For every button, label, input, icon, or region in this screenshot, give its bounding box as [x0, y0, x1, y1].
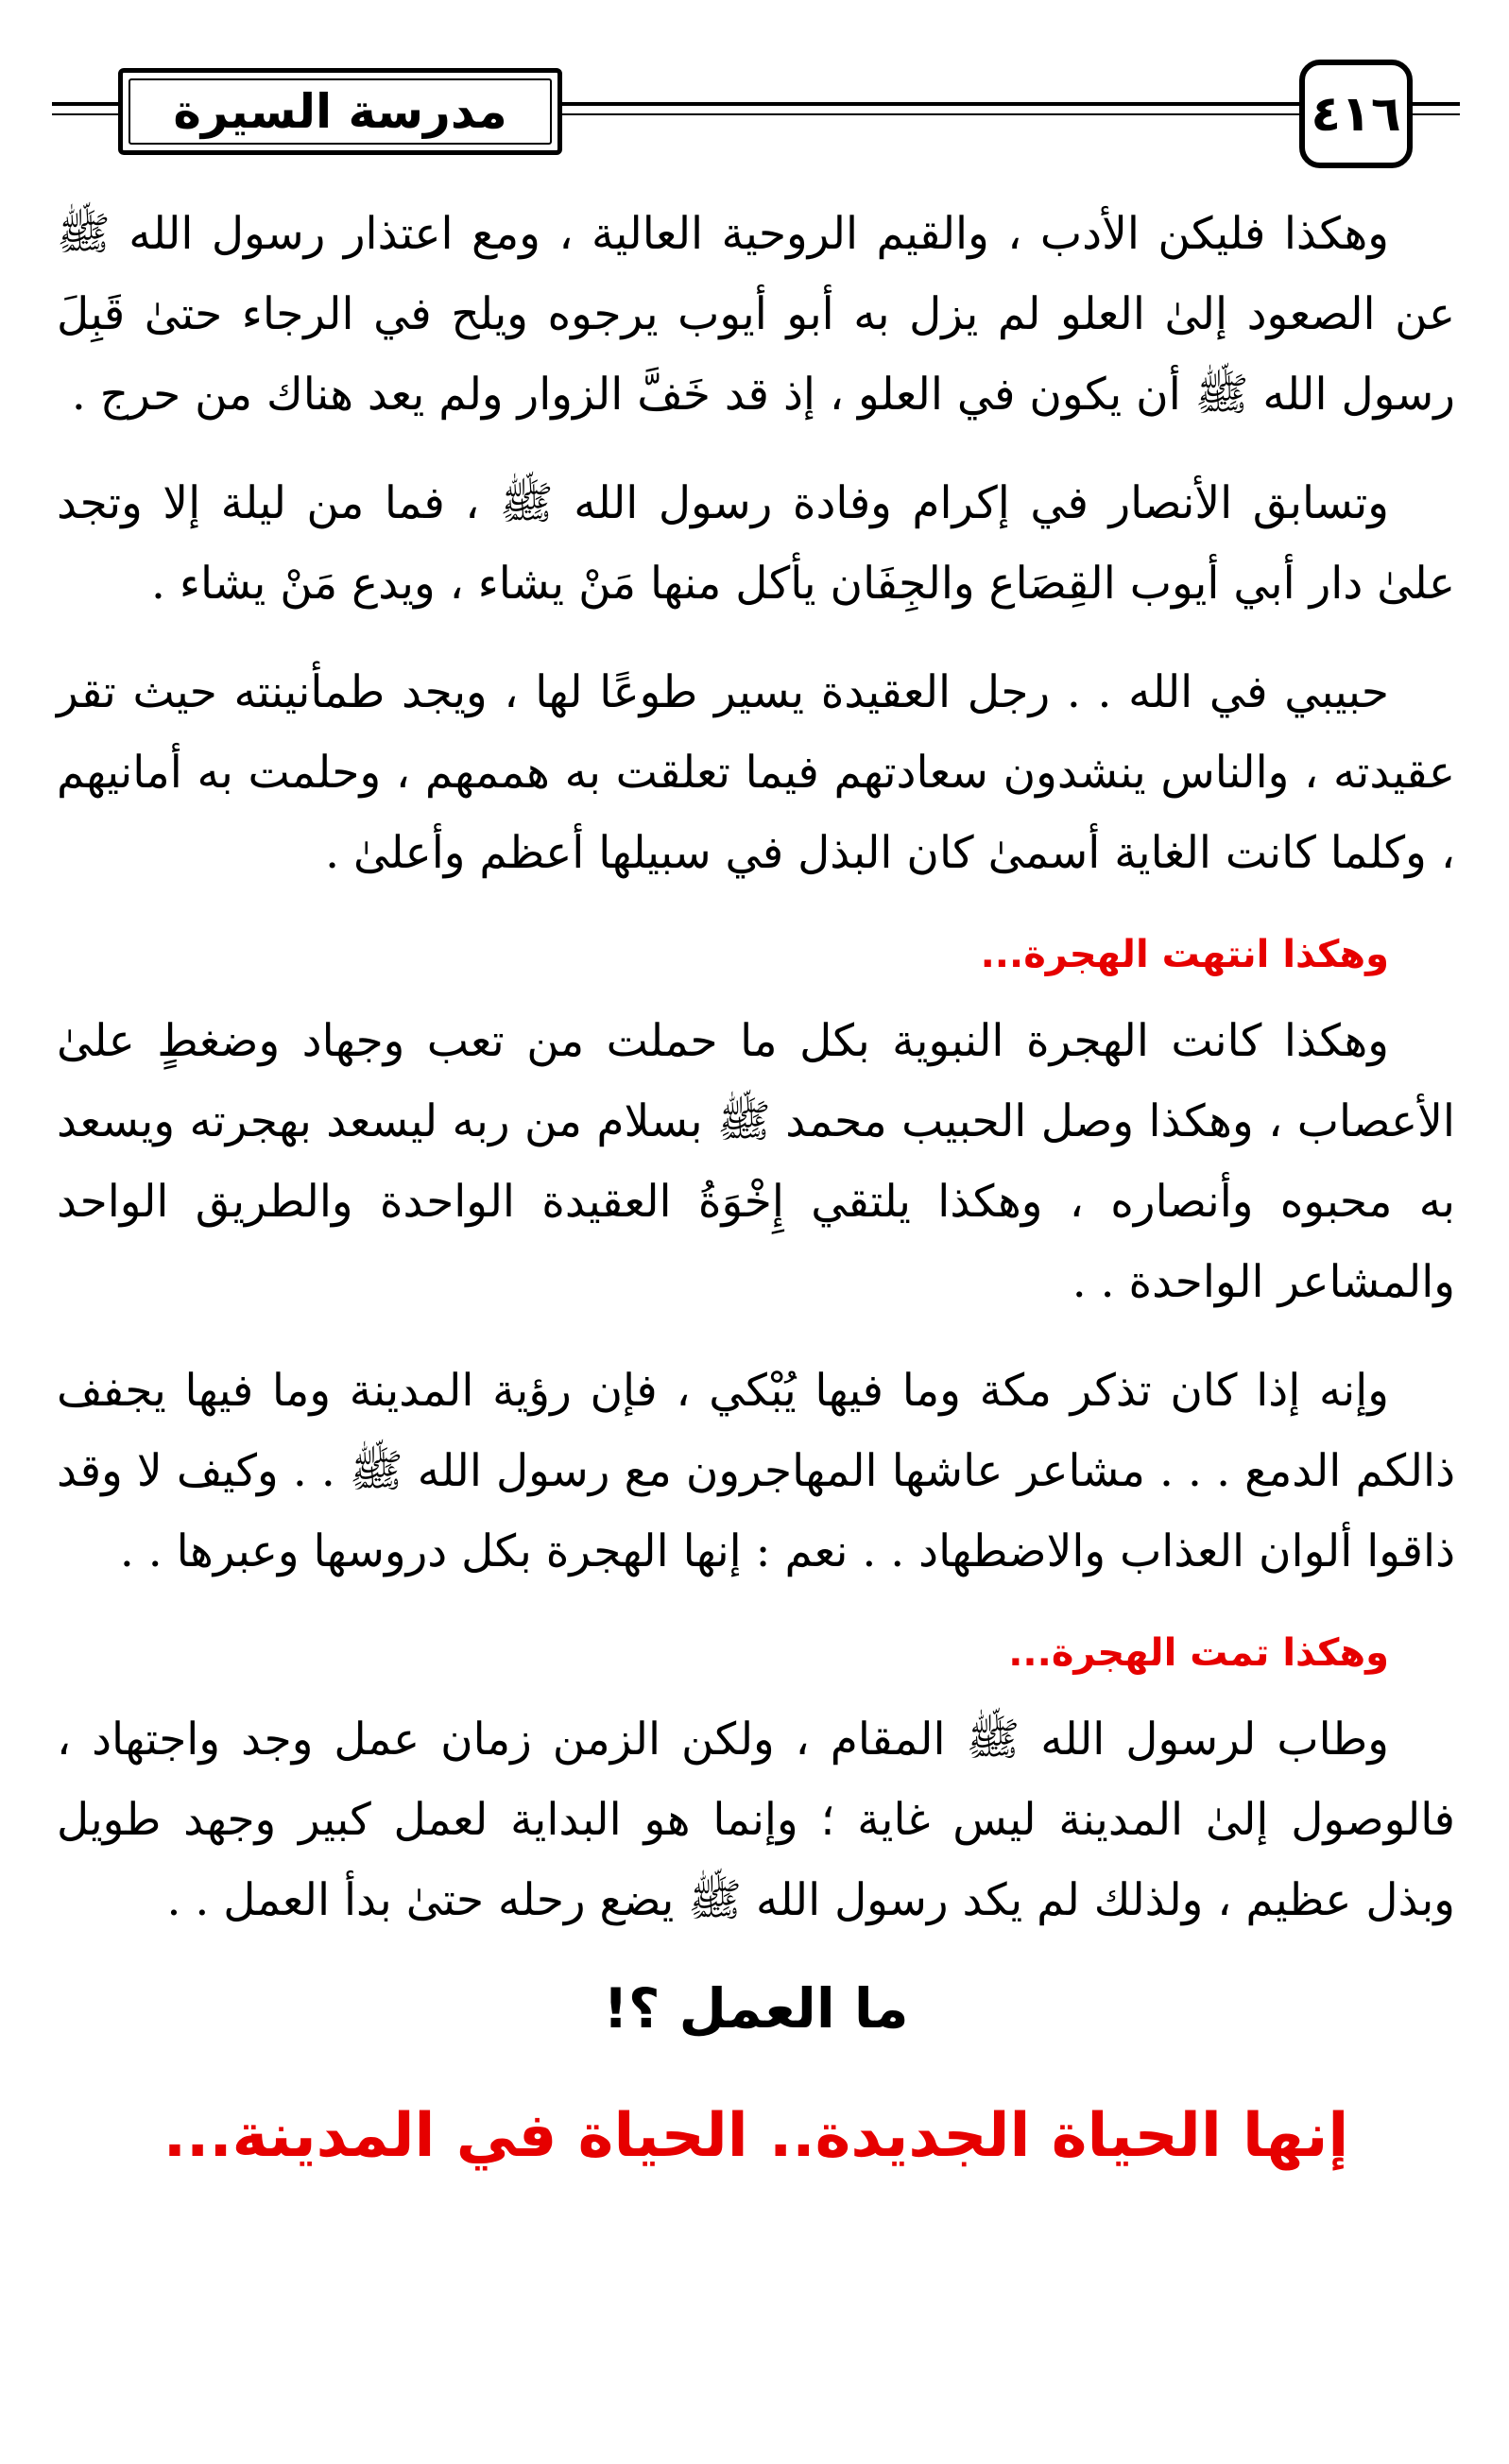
section-heading-2: وهكذا تمت الهجرة...	[1008, 1631, 1389, 1675]
closing-red-title: إنها الحياة الجديدة.. الحياة في المدينة...	[163, 2101, 1349, 2171]
paragraph-2: وتسابق الأنصار في إكرام وفادة رسول الله ﷺ ، فما من ليلة إلا وتجد علىٰ دار أبي أيوب القِصَاع والجِفَان يأكل منها مَنْ يشاء ، ويدع مَنْ يشاء .	[57, 477, 1455, 610]
page-body	[57, 194, 1455, 2188]
paragraph-1: وهكذا فليكن الأدب ، والقيم الروحية العالية ، ومع اعتذار رسول الله ﷺ عن الصعود إلىٰ العلو لم يزل به أبو أيوب يرجوه ويلح في الرجاء حتىٰ قَبِلَ رسول الله ﷺ أن يكون في العلو ، إذ قد خَفَّ الزوار ولم يعد هناك من حرج .	[57, 208, 1455, 421]
paragraph-5: وإنه إذا كان تذكر مكة وما فيها يُبْكي ، فإن رؤية المدينة وما فيها يجفف ذالكم الدمع . . . مشاعر عاشها المهاجرون مع رسول الله ﷺ . . وكيف لا وقد ذاقوا ألوان العذاب والاضطهاد . . نعم : إنها الهجرة بكل دروسها وعبرها . .	[57, 1365, 1455, 1577]
page-number: ٤١٦	[1311, 85, 1401, 143]
header-rule-left-bottom	[52, 113, 118, 115]
header-rule-right-bottom	[1413, 113, 1460, 115]
header-rule-right-top	[1413, 102, 1460, 106]
header-rule-middle-top	[562, 102, 1299, 106]
book-title: مدرسة السيرة	[173, 84, 507, 139]
question-title: ما العمل ؟!	[603, 1976, 909, 2041]
header-rule-middle-bottom	[562, 113, 1299, 115]
section-heading-1: وهكذا انتهت الهجرة...	[980, 933, 1389, 976]
paragraph-6: وطاب لرسول الله ﷺ المقام ، ولكن الزمن زمان عمل وجد واجتهاد ، فالوصول إلىٰ المدينة ليس غاية ؛ وإنما هو البداية لعمل كبير وجهد طويل وبذل عظيم ، ولذلك لم يكد رسول الله ﷺ يضع رحله حتىٰ بدأ العمل . .	[57, 1714, 1455, 1926]
page-header	[52, 55, 1460, 178]
paragraph-4: وهكذا كانت الهجرة النبوية بكل ما حملت من تعب وجهاد وضغطٍ علىٰ الأعصاب ، وهكذا وصل الحبيب محمد ﷺ بسلام من ربه ليسعد بهجرته ويسعد به محبوه وأنصاره ، وهكذا يلتقي إِخْوَةُ العقيدة الواحدة والطريق الواحد والمشاعر الواحدة . .	[57, 1015, 1455, 1308]
header-rule-left-top	[52, 102, 118, 106]
paragraph-3: حبيبي في الله . . رجل العقيدة يسير طوعًا لها ، ويجد طمأنينته حيث تقر عقيدته ، والناس ينشدون سعادتهم فيما تعلقت به هممهم ، وحلمت به أمانيهم ، وكلما كانت الغاية أسمىٰ كان البذل في سبيلها أعظم وأعلىٰ .	[57, 666, 1455, 879]
page-number-frame	[1299, 60, 1413, 168]
book-title-frame	[118, 68, 562, 155]
